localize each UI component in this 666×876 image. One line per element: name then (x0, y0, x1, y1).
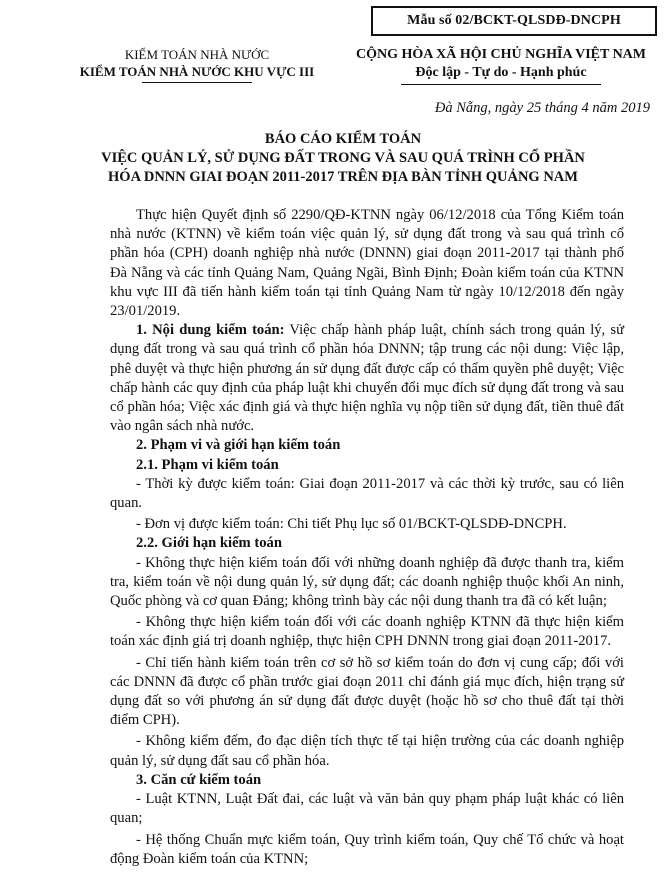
basis-item: - Luật KTNN, Luật Đất đai, các luật và văn bản quy phạm pháp luật khác có liên quan; (110, 791, 624, 827)
title-line-1: BÁO CÁO KIỂM TOÁN (264, 131, 422, 147)
section-1-paragraph (110, 321, 624, 436)
motto-underline (401, 84, 601, 85)
section-2-2-heading: 2.2. Giới hạn kiểm toán (136, 535, 282, 552)
report-title (40, 130, 646, 187)
limit-item: - Không thực hiện kiểm toán đối với những doanh nghiệp đã được thanh tra, kiểm tra, kiểm toán về nội dung quản lý, sử dụng đất; các doanh nghiệp thuộc khối An ninh, Quốc phòng và cơ quan Đảng; không trình bày các nội dung thanh tra đã có kết luận; (110, 554, 624, 610)
scope-item: - Đơn vị được kiểm toán: Chi tiết Phụ lục số 01/BCKT-QLSDĐ-DNCPH. (136, 516, 567, 533)
national-motto: Độc lập - Tự do - Hạnh phúc (415, 65, 587, 80)
issuer-line-2: KIỂM TOÁN NHÀ NƯỚC KHU VỰC III (79, 64, 315, 79)
limit-item: - Không thực hiện kiểm toán đối với các doanh nghiệp KTNN đã thực hiện kiểm toán xác định giá trị doanh nghiệp, thực hiện CPH DNNN trong giai đoạn 2011-2017. (110, 614, 624, 650)
limit-item: - Không kiểm đếm, đo đạc diện tích thực tế tại hiện trường của các doanh nghiệp quản lý, sử dụng đất sau cổ phần hóa. (110, 733, 624, 769)
section-2-heading: 2. Phạm vi và giới hạn kiểm toán (136, 437, 341, 454)
section-1-text: Việc chấp hành pháp luật, chính sách trong quản lý, sử dụng đất trong và sau quá trình cổ phần hóa DNNN; tập trung các nội dung: Việc lập, phê duyệt và thực hiện phương án sử dụng đất được cấp có thẩm quyền phê duyệt; Việc chấp hành các quy định của pháp luật khi chuyển đổi mục đích sử dụng đất trong và sau cổ phần hóa; Việc xác định giá và thực hiện nghĩa vụ nộp tiền sử dụng đất, tiền thuê đất vào ngân sách nhà nước. (110, 322, 624, 435)
title-line-2: VIỆC QUẢN LÝ, SỬ DỤNG ĐẤT TRONG VÀ SAU QUÁ TRÌNH CỔ PHẦN (101, 150, 585, 166)
intro-paragraph: Thực hiện Quyết định số 2290/QĐ-KTNN ngày 06/12/2018 của Tổng Kiểm toán nhà nước (KTNN) về kiểm toán việc quản lý, sử dụng đất trong và sau quá trình cổ phần hóa (CPH) doanh nghiệp nhà nước (DNNN) giai đoạn 2011-2017 tại thành phố Đà Nẵng và các tỉnh Quảng Nam, Quảng Ngãi, Bình Định; Đoàn kiểm toán của KTNN khu vực III đã tiến hành kiểm toán tại tỉnh Quảng Nam từ ngày 10/12/2018 đến ngày 23/01/2019. (110, 207, 624, 320)
issuer-line-1: KIỂM TOÁN NHÀ NƯỚC (124, 47, 270, 62)
report-body (110, 206, 624, 869)
form-code: Mẫu số 02/BCKT-QLSDĐ-DNCPH (407, 13, 621, 28)
national-header (336, 46, 666, 85)
section-2-1-heading: 2.1. Phạm vi kiểm toán (136, 456, 279, 473)
document-date: Đà Nẵng, ngày 25 tháng 4 năm 2019 (434, 100, 650, 116)
basis-item: - Hệ thống Chuẩn mực kiểm toán, Quy trình kiểm toán, Quy chế Tổ chức và hoạt động Đoàn kiểm toán của KTNN; (110, 831, 624, 867)
section-3-heading: 3. Căn cứ kiểm toán (136, 771, 262, 788)
issuer-header (72, 46, 322, 83)
form-code-box (371, 6, 657, 36)
title-line-3: HÓA DNNN GIAI ĐOẠN 2011-2017 TRÊN ĐỊA BÀN TỈNH QUẢNG NAM (108, 169, 578, 185)
scope-item: - Thời kỳ được kiểm toán: Giai đoạn 2011-2017 và các thời kỳ trước, sau có liên quan. (110, 475, 624, 512)
section-1-heading: 1. Nội dung kiểm toán: (136, 322, 285, 339)
national-title: CỘNG HÒA XÃ HỘI CHỦ NGHĨA VIỆT NAM (355, 47, 646, 62)
limit-item: - Chỉ tiến hành kiểm toán trên cơ sở hồ sơ kiểm toán do đơn vị cung cấp; đối với các DNNN đã được cổ phần trước giai đoạn 2011 chỉ đánh giá mục đích, hiện trạng sử dụng đất so với phương án sử dụng đất được duyệt (hoặc hồ sơ cho thuê đất tại thời điểm CPH). (110, 654, 624, 729)
issuer-underline (142, 82, 252, 83)
